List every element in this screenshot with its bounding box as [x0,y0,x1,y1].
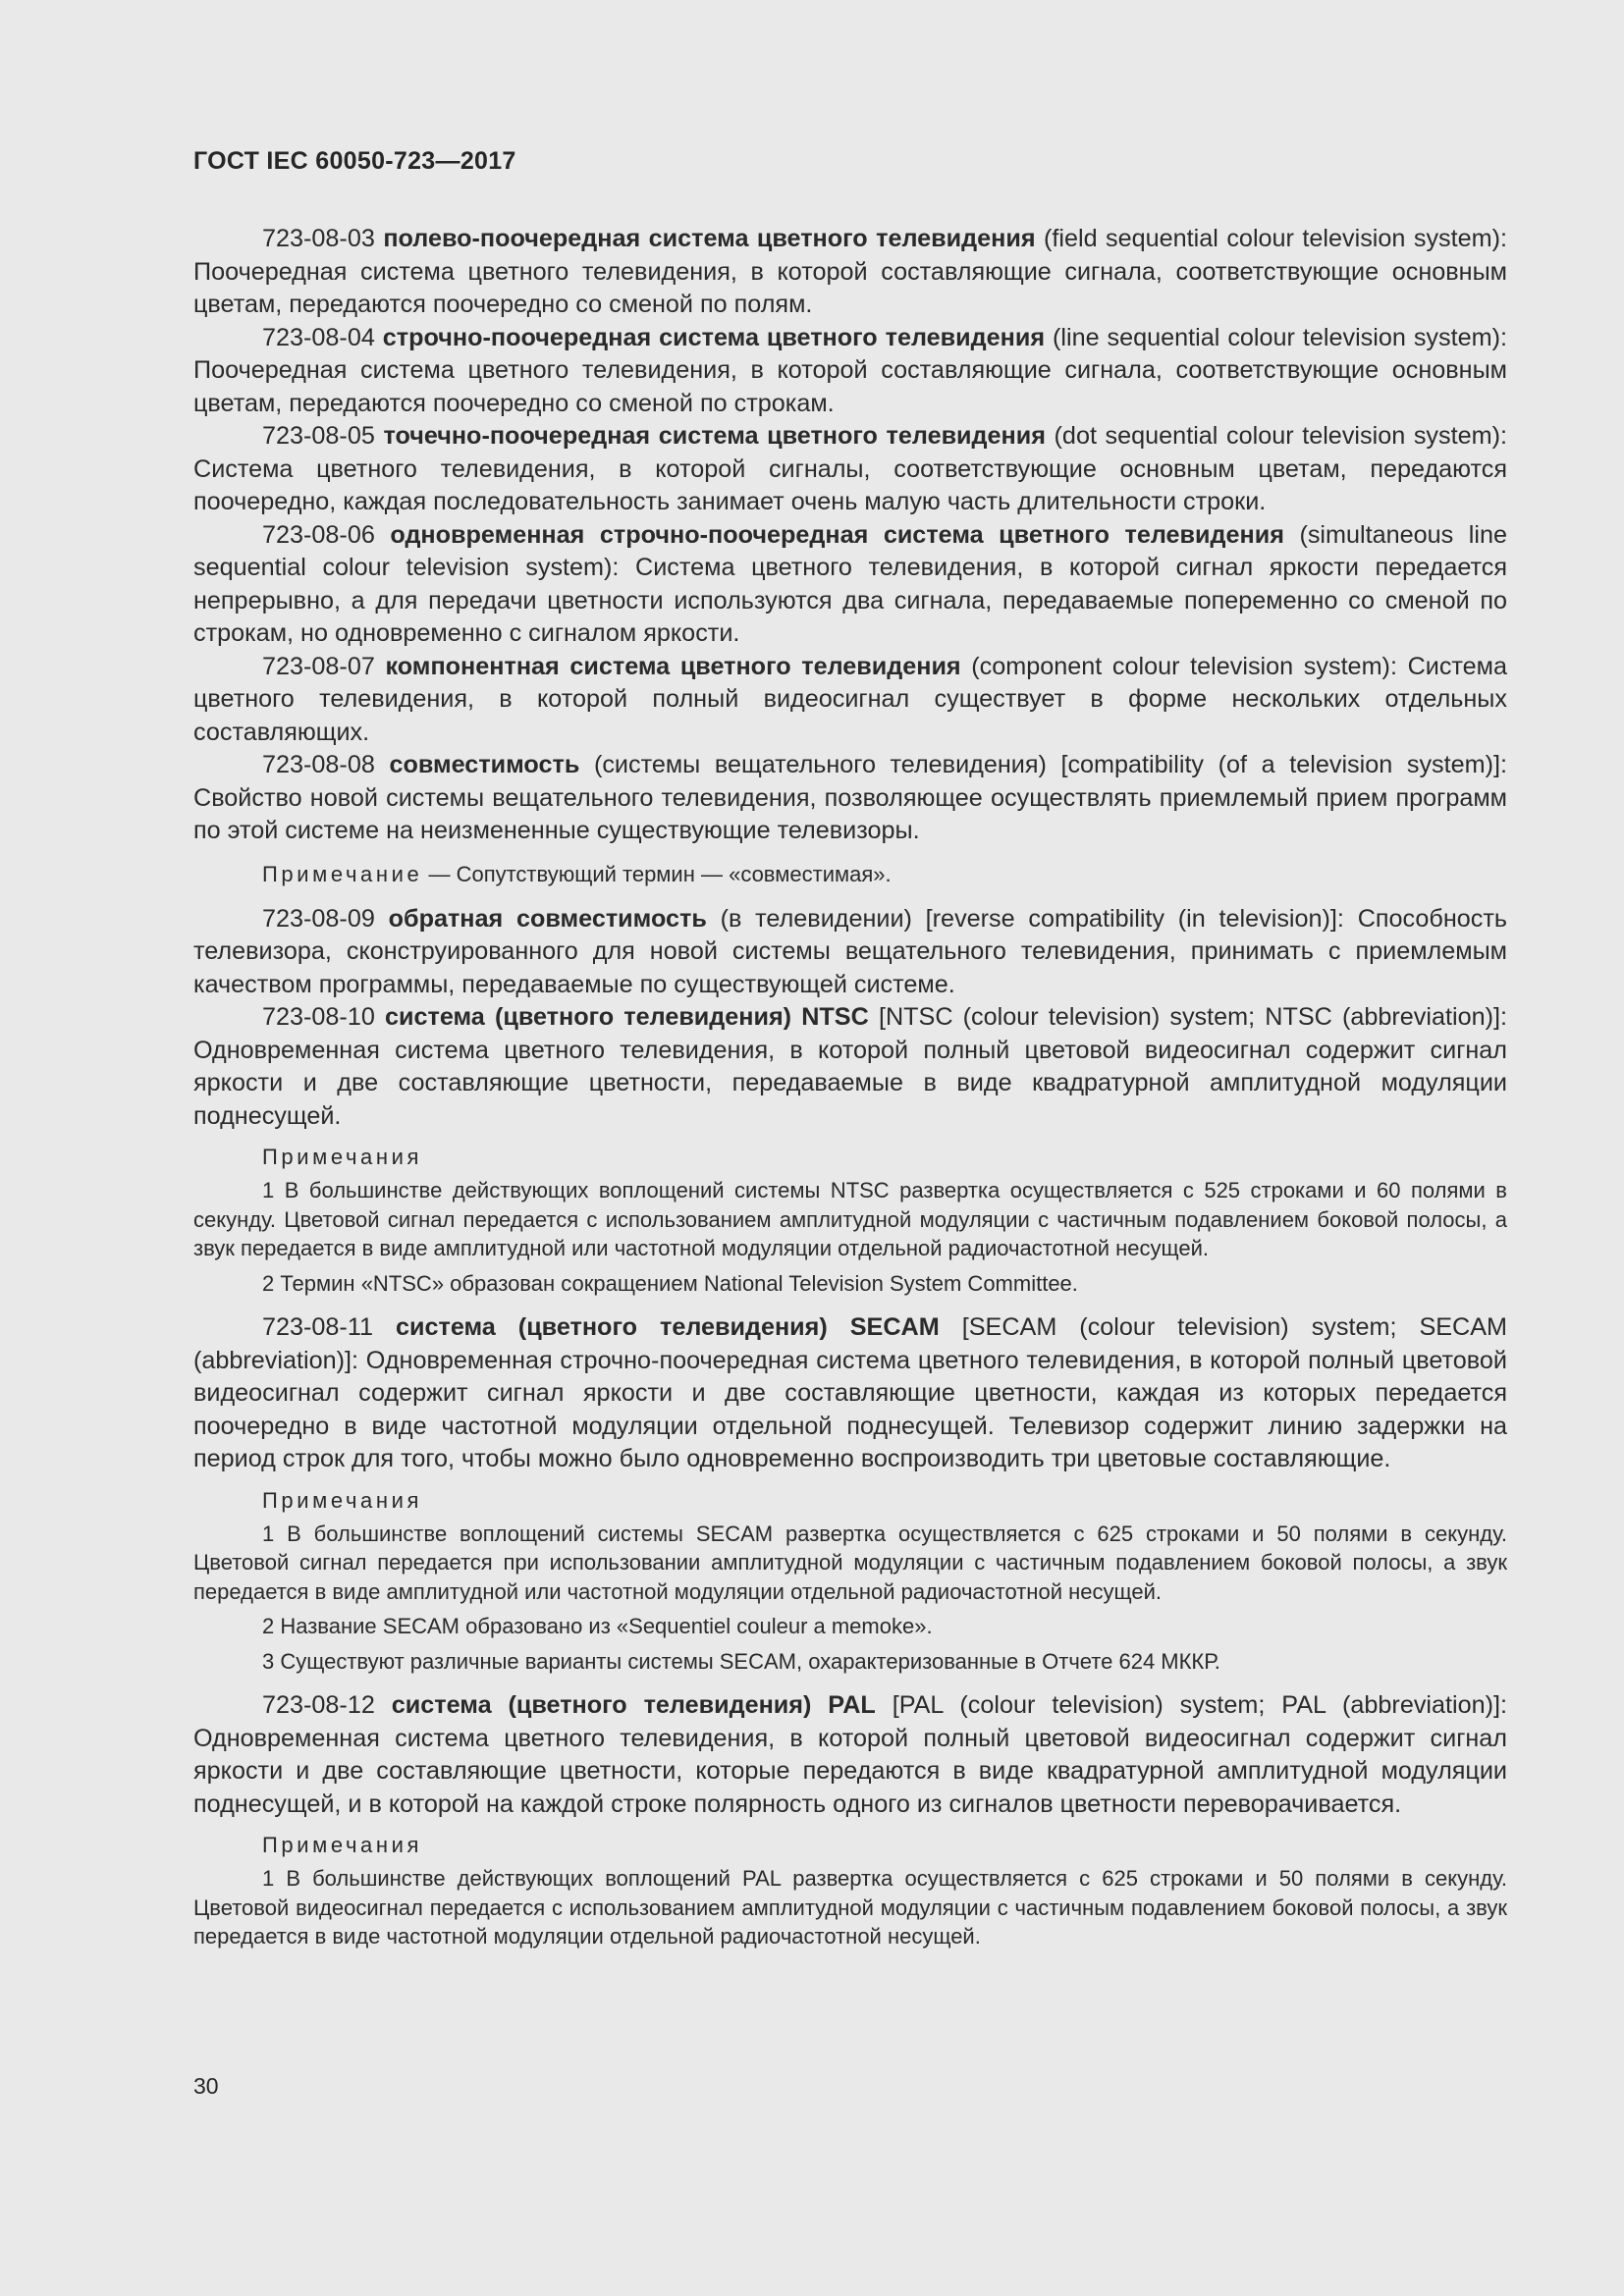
notes-heading: Примечания [262,1833,423,1857]
term-entry-723-08-12 [193,1689,1507,1821]
term-entry-723-08-05 [193,420,1507,519]
document-body [193,223,1507,1957]
entry-code: 723-08-10 [262,1003,375,1031]
note-item: 2 Термин «NTSC» образован сокращением National Television System Committee. [262,1270,1078,1296]
entry-term: полево-поочередная система цветного телевидения [383,225,1036,252]
entry-term: точечно-поочередная система цветного телевидения [383,422,1046,450]
entry-code: 723-08-04 [262,323,375,351]
entry-term: система (цветного телевидения) SECAM [395,1313,940,1341]
term-entry-723-08-07 [193,651,1507,750]
page-number: 30 [193,2073,219,2099]
term-entry-723-08-03 [193,223,1507,322]
entry-code: 723-08-11 [262,1313,373,1341]
term-entry-723-08-06 [193,519,1507,651]
entry-code: 723-08-03 [262,225,375,252]
term-entry-723-08-11 [193,1311,1507,1476]
entry-code: 723-08-08 [262,751,375,778]
note-item: 3 Существуют различные варианты системы SECAM, охарактеризованные в Отчете 624 МККР. [262,1648,1220,1674]
entry-term: одновременная строчно-поочередная система цветного телевидения [390,520,1284,549]
entry-code: 723-08-05 [262,422,375,450]
note-item: 1 В большинстве действующих воплощений PAL развертка осуществляется с 625 строками и 50 полями в секунду. Цветовой видеосигнал передается с использованием амплитудной модуляции с частичным подавлением боковой полосы, а звук передается в виде частотной модуляции отдельной радиочастотной несущей. [193,1866,1507,1949]
note-item: 1 В большинстве действующих воплощений системы NTSC развертка осуществляется с 525 строками и 60 полями в секунду. Цветовой сигнал передается с использованием амплитудной модуляции с частичным подавлением боковой полосы, а звук передается в виде амплитудной или частотной модуляции отдельной радиочастотной несущей. [193,1178,1507,1260]
entry-definition: [PAL (colour television) system; PAL (abbreviation)]: Одновременная система цветного телевидения, в которой полный цветовой видеосигнал содержит сигнал яркости и две составляющие цветности, которые передаются в виде квадратурной амплитудной модуляции поднесущей, и в которой на каждой строке полярность одного из сигналов цветности переворачивается. [193,1691,1508,1818]
notes-heading: Примечания [262,1487,423,1513]
entry-definition: (системы вещательного телевидения) [compatibility (of a television system)]: Свойство новой системы вещательного телевидения, позволяющее осуществлять приемлемый прием программ по этой системе на неизмененные существующие телевизоры. [193,751,1508,844]
term-entry-723-08-04 [193,322,1507,421]
entry-definition: (dot sequential colour television system): Система цветного телевидения, в которой сигналы, соответствующие основным цветам, передаются поочередно, каждая последовательность занимает очень малую часть длительности строки. [193,422,1507,515]
entry-code: 723-08-07 [262,652,375,680]
entry-term: строчно-поочередная система цветного телевидения [382,323,1046,351]
entry-definition: (в телевидении) [reverse compatibility (in television)]: Способность телевизора, сконструированного для новой системы вещательного телевидения, принимать с приемлемым качеством программы, передаваемые по существующей системе. [193,904,1508,998]
entry-definition: (simultaneous line sequential colour television system): Система цветного телевидения, в которой сигнал яркости передается непрерывно, а для передачи цветности используются два сигнала, передаваемые попеременно со сменой по строкам, но одновременно с сигналом яркости. [193,520,1507,647]
entry-code: 723-08-12 [262,1691,375,1719]
term-entry-723-08-08 [193,749,1507,848]
entry-term: совместимость [389,751,580,778]
notes-heading: Примечания [262,1145,423,1169]
term-entry-723-08-10 [193,1001,1507,1133]
entry-definition: (line sequential colour television system): Поочередная система цветного телевидения, в которой составляющие сигнала, соответствующие основным цветам, передаются поочередно со сменой по строкам. [193,323,1507,417]
entry-term: обратная совместимость [388,904,707,933]
entry-code: 723-08-06 [262,520,375,549]
note-item: 1 В большинстве воплощений системы SECAM развертка осуществляется с 625 строками и 50 полями в секунду. Цветовой сигнал передается при использовании амплитудной модуляции с частичным подавлением боковой полосы, а звук передается в виде амплитудной или частотной модуляции отдельной радиочастотной несущей. [193,1521,1507,1604]
entry-definition: (component colour television system): Система цветного телевидения, в которой полный видеосигнал существует в форме нескольких отдельных составляющих. [193,652,1508,746]
note-text: — Сопутствующий термин — «совместимая». [422,861,892,886]
term-entry-723-08-09 [193,903,1507,1002]
note-723-08-08 [193,860,1507,889]
entry-code: 723-08-09 [262,904,375,933]
entry-definition: (field sequential colour television system): Поочередная система цветного телевидения, в которой составляющие сигнала, соответствующие основным цветам, передаются поочередно со сменой по полям. [193,225,1508,318]
document-header: ГОСТ IEC 60050-723—2017 [193,147,516,175]
entry-definition: [SECAM (colour television) system; SECAM (abbreviation)]: Одновременная строчно-поочередная система цветного телевидения, в которой полный цветовой видеосигнал содержит сигнал яркости и две составляющие цветности, каждая из которых передается поочередно в виде частотной модуляции отдельной поднесущей. Телевизор содержит линию задержки на период строк для того, чтобы можно было одновременно воспроизводить три цветовые составляющие. [193,1313,1508,1472]
entry-term: система (цветного телевидения) PAL [391,1691,876,1719]
note-label: Примечание [262,861,423,886]
note-item: 2 Название SECAM образовано из «Sequentiel couleur a memoke». [262,1614,933,1638]
entry-term: компонентная система цветного телевидения [385,652,961,680]
entry-definition: [NTSC (colour television) system; NTSC (abbreviation)]: Одновременная система цветного телевидения, в которой полный цветовой видеосигнал содержит сигнал яркости и две составляющие цветности, передаваемые в виде квадратурной амплитудной модуляции поднесущей. [193,1003,1507,1130]
entry-term: система (цветного телевидения) NTSC [385,1003,869,1031]
